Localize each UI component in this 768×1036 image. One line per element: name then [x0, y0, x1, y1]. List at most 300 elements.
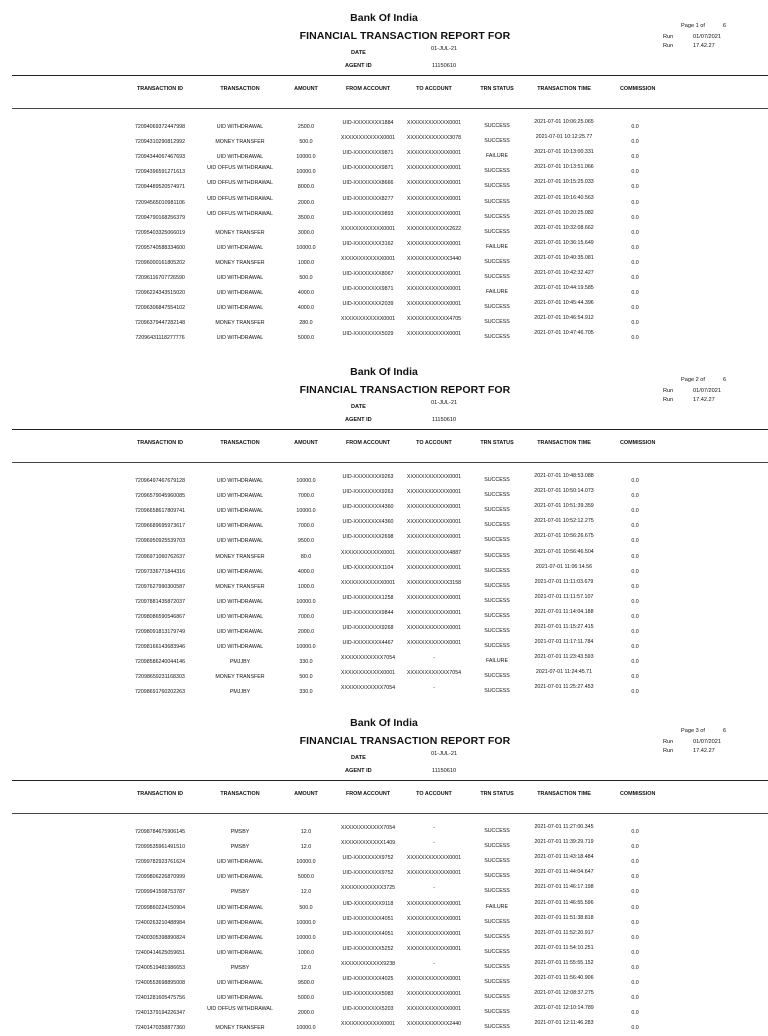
from-account: UID-XXXXXXXX4467 — [342, 640, 394, 647]
to-account: XXXXXXXXXXXX0001 — [406, 534, 462, 541]
commission: 0.0 — [631, 889, 639, 896]
transaction-type: MONEY TRANSFER — [215, 583, 265, 590]
to-account: XXXXXXXXXXXX0001 — [406, 271, 462, 277]
from-account: UID-XXXXXXXX4051 — [342, 930, 394, 937]
amount: 9500.0 — [297, 980, 315, 986]
page-text: Page 2 of — [681, 377, 705, 383]
transaction-type: UID WITHDRAWAL — [216, 305, 264, 312]
from-account: UID-XXXXXXXX4360 — [342, 504, 394, 511]
trn-status: SUCCESS — [484, 537, 510, 544]
to-account: XXXXXXXXXXXX0001 — [406, 900, 462, 907]
from-account: UID-XXXXXXXX9893 — [342, 210, 394, 217]
trn-status: SUCCESS — [484, 643, 510, 650]
transaction-time: 2021-07-01 11:23:43.593 — [534, 654, 594, 661]
page-total: 6 — [723, 23, 727, 29]
commission: 0.0 — [631, 244, 639, 251]
amount: 10000.0 — [296, 919, 316, 926]
amount: 12.0 — [300, 889, 312, 896]
header-trn-status: TRN STATUS — [480, 791, 514, 797]
amount: 7000.0 — [297, 493, 315, 500]
amount: 280.0 — [299, 320, 313, 327]
header-transaction-id: TRANSACTION ID — [136, 791, 184, 797]
transaction-time: 2021-07-01 11:39:29.719 — [534, 839, 594, 846]
trn-status: SUCCESS — [484, 948, 510, 955]
transaction-id: 72094344067467693 — [134, 154, 186, 161]
transaction-type: PMJJBY — [229, 659, 251, 666]
header-transaction: TRANSACTION — [220, 791, 260, 797]
commission: 0.0 — [631, 874, 639, 881]
table-row — [0, 825, 768, 840]
commission: 0.0 — [631, 275, 639, 281]
transaction-type: UID WITHDRAWAL — [216, 874, 264, 881]
from-account: XXXXXXXXXXXX0001 — [340, 549, 396, 556]
commission: 0.0 — [631, 919, 639, 926]
commission: 0.0 — [631, 553, 639, 560]
column-header-divider — [12, 462, 768, 463]
transaction-type: UID WITHDRAWAL — [216, 934, 264, 941]
header-commission: COMMISSION — [620, 86, 656, 92]
transaction-time: 2021-07-01 10:46:54.912 — [534, 315, 594, 322]
transaction-type: UID OFFUS WITHDRAWAL — [207, 1006, 273, 1013]
agent-id-label: AGENT ID — [345, 417, 372, 423]
transaction-time: 2021-07-01 10:12:25.77 — [535, 134, 593, 141]
page-indicator — [681, 23, 727, 29]
transaction-time: 2021-07-01 11:46:55.596 — [534, 899, 594, 906]
to-account: - — [433, 885, 435, 892]
commission: 0.0 — [631, 184, 639, 191]
header-from-account: FROM ACCOUNT — [345, 86, 391, 92]
run-label: Run — [663, 43, 674, 49]
table-row — [0, 901, 768, 916]
amount: 4000.0 — [297, 568, 315, 575]
commission: 0.0 — [631, 934, 639, 941]
transaction-id: 72096306847554102 — [134, 305, 186, 312]
transaction-type: PMSBY — [230, 829, 250, 835]
transaction-type: PMSBY — [230, 964, 250, 971]
table-row — [0, 870, 768, 885]
amount: 1000.0 — [297, 949, 315, 956]
commission: 0.0 — [631, 214, 639, 221]
trn-status: SUCCESS — [484, 168, 510, 175]
table-row — [0, 165, 768, 180]
to-account: XXXXXXXXXXXX0001 — [406, 301, 462, 308]
amount: 10000.0 — [296, 154, 316, 161]
table-row — [0, 565, 768, 580]
amount: 12.0 — [300, 964, 312, 971]
from-account: UID-XXXXXXXX9844 — [342, 609, 394, 616]
to-account: XXXXXXXXXXXX0001 — [406, 870, 462, 877]
to-account: XXXXXXXXXXXX0001 — [406, 240, 462, 247]
amount: 10000.0 — [296, 859, 316, 866]
run-time: 17.42.27 — [693, 43, 715, 49]
transaction-type: UID WITHDRAWAL — [216, 859, 264, 866]
table-row — [0, 271, 768, 286]
trn-status: SUCCESS — [484, 304, 510, 311]
trn-status: SUCCESS — [484, 858, 510, 865]
transaction-time: 2021-07-01 11:17:11.784 — [534, 639, 594, 646]
transaction-id: 72401470358877360 — [134, 1025, 186, 1032]
transaction-id: 72400414625059651 — [134, 949, 186, 956]
to-account: XXXXXXXXXXXX3078 — [406, 135, 462, 142]
from-account: UID-XXXXXXXX9752 — [342, 870, 394, 877]
commission: 0.0 — [631, 154, 639, 161]
amount: 330.0 — [299, 659, 313, 666]
amount: 7000.0 — [297, 523, 315, 530]
to-account: XXXXXXXXXXXX0001 — [406, 180, 462, 187]
transaction-type: UID WITHDRAWAL — [216, 124, 264, 130]
header-amount: AMOUNT — [294, 440, 318, 446]
to-account: XXXXXXXXXXXX0001 — [406, 915, 462, 922]
transaction-time: 2021-07-01 10:44:19.585 — [534, 285, 594, 292]
table-row — [0, 931, 768, 946]
trn-status: SUCCESS — [484, 828, 510, 834]
transaction-time: 2021-07-01 10:48:53.088 — [534, 473, 594, 479]
transaction-id: 72400305398890824 — [134, 934, 186, 941]
trn-status: SUCCESS — [484, 597, 510, 604]
from-account: UID-XXXXXXXX9268 — [342, 625, 394, 631]
to-account: XXXXXXXXXXXX0001 — [406, 564, 462, 571]
run-date: 01/07/2021 — [693, 739, 721, 745]
report-title: FINANCIAL TRANSACTION REPORT FOR — [299, 30, 511, 42]
transaction-id: 72400263210488984 — [134, 919, 186, 926]
to-account: XXXXXXXXXXXX0001 — [406, 945, 462, 952]
trn-status: SUCCESS — [484, 1024, 510, 1031]
header-trn-status: TRN STATUS — [480, 440, 514, 446]
transaction-type: UID OFFUS WITHDRAWAL — [207, 165, 273, 172]
transaction-id: 72097881435872037 — [134, 598, 186, 605]
date-label: DATE — [351, 755, 366, 761]
agent-id-value: 11150610 — [432, 768, 457, 774]
commission: 0.0 — [631, 980, 639, 986]
transaction-id: 72096689695973617 — [134, 523, 186, 530]
trn-status: SUCCESS — [484, 492, 510, 499]
from-account: UID-XXXXXXXX9118 — [342, 900, 394, 907]
transaction-type: MONEY TRANSFER — [215, 1025, 265, 1032]
run-label: Run — [663, 397, 674, 403]
commission: 0.0 — [631, 199, 639, 206]
to-account: XXXXXXXXXXXX0001 — [406, 625, 462, 631]
trn-status: SUCCESS — [484, 258, 510, 265]
transaction-type: MONEY TRANSFER — [215, 229, 265, 236]
transaction-time: 2021-07-01 11:44:04.647 — [534, 869, 594, 876]
transaction-id: 72096971060762637 — [134, 553, 186, 560]
header-to-account: TO ACCOUNT — [416, 86, 452, 92]
amount: 500.0 — [299, 674, 313, 681]
from-account: UID-XXXXXXXX1104 — [342, 564, 394, 571]
from-account: UID-XXXXXXXX9752 — [342, 855, 394, 862]
table-row — [0, 286, 768, 301]
transaction-time: 2021-07-01 11:11:03.679 — [534, 578, 594, 585]
to-account: XXXXXXXXXXXX0001 — [406, 855, 462, 862]
transaction-type: UID WITHDRAWAL — [216, 629, 264, 635]
to-account: XXXXXXXXXXXX0001 — [406, 195, 462, 202]
commission: 0.0 — [631, 229, 639, 236]
commission: 0.0 — [631, 493, 639, 500]
transaction-time: 2021-07-01 11:54:10.251 — [534, 944, 594, 951]
table-row — [0, 991, 768, 1006]
table-row — [0, 685, 768, 700]
amount: 5000.0 — [297, 335, 315, 342]
commission: 0.0 — [631, 598, 639, 605]
header-transaction-id: TRANSACTION ID — [136, 440, 184, 446]
transaction-type: UID WITHDRAWAL — [216, 478, 264, 484]
amount: 500.0 — [299, 275, 313, 281]
table-row — [0, 504, 768, 519]
amount: 12.0 — [300, 844, 312, 851]
amount: 3000.0 — [297, 229, 315, 236]
trn-status: SUCCESS — [484, 888, 510, 895]
table-row — [0, 474, 768, 489]
page-indicator — [681, 377, 727, 383]
commission: 0.0 — [631, 568, 639, 575]
trn-status: SUCCESS — [484, 198, 510, 205]
transaction-id: 72099782923761624 — [134, 859, 186, 866]
table-row — [0, 670, 768, 685]
transaction-id: 72096116707726590 — [135, 275, 185, 281]
transaction-time: 2021-07-01 10:13:00.331 — [534, 149, 594, 156]
header-to-account: TO ACCOUNT — [416, 440, 452, 446]
amount: 7000.0 — [297, 613, 315, 620]
report-title: FINANCIAL TRANSACTION REPORT FOR — [299, 384, 511, 396]
to-account: XXXXXXXXXXXX2622 — [406, 225, 462, 232]
transaction-id: 72400519481986653 — [134, 964, 186, 971]
transaction-time: 2021-07-01 10:56:46.504 — [534, 548, 594, 555]
from-account: UID-XXXXXXXX8067 — [342, 271, 394, 277]
amount: 5000.0 — [297, 995, 315, 1002]
date-value: 01-JUL-21 — [431, 46, 458, 52]
from-account: XXXXXXXXXXXX0001 — [340, 1021, 396, 1028]
table-row — [0, 331, 768, 346]
amount: 10000.0 — [296, 934, 316, 941]
commission: 0.0 — [631, 859, 639, 866]
transaction-id: 72096224343515020 — [134, 290, 186, 297]
run-date: 01/07/2021 — [693, 34, 721, 40]
trn-status: SUCCESS — [484, 213, 510, 220]
transaction-type: MONEY TRANSFER — [215, 139, 265, 146]
agent-id-value: 11150610 — [432, 63, 457, 69]
transaction-time: 2021-07-01 11:43:18.484 — [534, 854, 594, 861]
to-account: XXXXXXXXXXXX3158 — [406, 579, 462, 586]
transaction-type: UID WITHDRAWAL — [216, 275, 264, 281]
table-row — [0, 519, 768, 534]
transaction-type: UID WITHDRAWAL — [216, 508, 264, 515]
from-account: XXXXXXXXXXXX7054 — [340, 825, 396, 831]
amount: 5000.0 — [297, 874, 315, 881]
transaction-time: 2021-07-01 11:55:55.152 — [534, 959, 594, 966]
bank-name: Bank Of India — [350, 717, 418, 729]
transaction-id: 72096379447282148 — [134, 320, 186, 327]
transaction-time: 2021-07-01 10:13:51.066 — [534, 164, 594, 171]
table-row — [0, 855, 768, 870]
transaction-type: MONEY TRANSFER — [215, 553, 265, 560]
transaction-type: UID WITHDRAWAL — [216, 644, 264, 651]
transaction-id: 72094069372447998 — [134, 124, 186, 130]
amount: 10000.0 — [296, 478, 316, 484]
column-header-divider — [12, 108, 768, 109]
transaction-type: UID OFFUS WITHDRAWAL — [207, 210, 273, 217]
transaction-type: UID WITHDRAWAL — [216, 493, 264, 500]
to-account: XXXXXXXXXXXX0001 — [406, 930, 462, 937]
from-account: UID-XXXXXXXX4360 — [342, 519, 394, 526]
agent-id-label: AGENT ID — [345, 768, 372, 774]
transaction-id: 72095403325066019 — [134, 229, 186, 236]
from-account: UID-XXXXXXXX5252 — [342, 945, 394, 952]
date-value: 01-JUL-21 — [431, 400, 458, 406]
from-account: UID-XXXXXXXX8277 — [342, 195, 394, 202]
amount: 1000.0 — [297, 583, 315, 590]
transaction-time: 2021-07-01 11:52:20.917 — [534, 929, 594, 936]
table-row — [0, 610, 768, 625]
amount: 10000.0 — [296, 244, 316, 251]
trn-status: SUCCESS — [484, 628, 510, 634]
trn-status: FAILURE — [485, 903, 509, 910]
from-account: UID-XXXXXXXX4025 — [342, 976, 394, 982]
amount: 2500.0 — [297, 124, 315, 130]
from-account: UID-XXXXXXXX5203 — [342, 1006, 394, 1013]
header-divider — [12, 429, 768, 430]
amount: 8000.0 — [297, 184, 315, 191]
transaction-id: 72095740588334600 — [134, 244, 186, 251]
from-account: UID-XXXXXXXX2039 — [342, 301, 394, 308]
to-account: XXXXXXXXXXXX0001 — [406, 519, 462, 526]
commission: 0.0 — [631, 644, 639, 651]
transaction-time: 2021-07-01 11:46:17.198 — [534, 884, 594, 891]
to-account: XXXXXXXXXXXX0001 — [406, 150, 462, 157]
table-row — [0, 1006, 768, 1021]
table-row — [0, 550, 768, 565]
trn-status: FAILURE — [485, 289, 509, 296]
commission: 0.0 — [631, 659, 639, 666]
to-account: XXXXXXXXXXXX2440 — [406, 1021, 462, 1028]
run-label: Run — [663, 388, 674, 394]
transaction-time: 2021-07-01 12:11:46.283 — [534, 1020, 594, 1027]
commission: 0.0 — [631, 583, 639, 590]
trn-status: SUCCESS — [484, 933, 510, 940]
amount: 500.0 — [299, 139, 313, 146]
amount: 10000.0 — [296, 169, 316, 176]
transaction-type: MONEY TRANSFER — [215, 259, 265, 266]
from-account: UID-XXXXXXXX5029 — [342, 331, 394, 338]
transaction-type: PMSBY — [230, 889, 250, 896]
to-account: XXXXXXXXXXXX0001 — [406, 120, 462, 126]
transaction-id: 72096579045960085 — [134, 493, 186, 500]
table-row — [0, 301, 768, 316]
trn-status: SUCCESS — [484, 123, 510, 129]
from-account: UID-XXXXXXXX9871 — [342, 150, 394, 157]
page-text: Page 3 of — [681, 728, 705, 734]
transaction-id: 72097627990300587 — [134, 583, 186, 590]
commission: 0.0 — [631, 904, 639, 911]
run-time: 17.42.27 — [693, 397, 715, 403]
to-account: - — [433, 655, 435, 662]
trn-status: SUCCESS — [484, 612, 510, 619]
header-commission: COMMISSION — [620, 440, 656, 446]
transaction-id: 72096658617809741 — [134, 508, 186, 515]
trn-status: SUCCESS — [484, 963, 510, 970]
to-account: XXXXXXXXXXXX0001 — [406, 640, 462, 647]
agent-id-label: AGENT ID — [345, 63, 372, 69]
from-account: UID-XXXXXXXX1884 — [342, 120, 394, 126]
header-trn-status: TRN STATUS — [480, 86, 514, 92]
table-row — [0, 976, 768, 991]
commission: 0.0 — [631, 259, 639, 266]
transaction-time: 2021-07-01 10:42:32.427 — [534, 270, 594, 276]
table-row — [0, 595, 768, 610]
table-row — [0, 180, 768, 195]
amount: 1000.0 — [297, 259, 315, 266]
bank-name: Bank Of India — [350, 12, 418, 24]
amount: 330.0 — [299, 689, 313, 696]
from-account: UID-XXXXXXXX9871 — [342, 286, 394, 293]
transaction-id: 72098086590546867 — [134, 613, 186, 620]
trn-status: SUCCESS — [484, 688, 510, 695]
transaction-time: 2021-07-01 11:25:27.453 — [534, 684, 594, 691]
transaction-time: 2021-07-01 10:06:25.065 — [534, 119, 594, 125]
to-account: XXXXXXXXXXXX0001 — [406, 504, 462, 511]
transaction-type: UID WITHDRAWAL — [216, 949, 264, 956]
trn-status: SUCCESS — [484, 477, 510, 483]
transaction-time: 2021-07-01 10:45:44.396 — [534, 300, 594, 307]
from-account: XXXXXXXXXXXX0001 — [340, 255, 396, 262]
to-account: XXXXXXXXXXXX7054 — [406, 670, 462, 677]
amount: 10000.0 — [296, 508, 316, 515]
from-account: XXXXXXXXXXXX0001 — [340, 225, 396, 232]
transaction-type: UID WITHDRAWAL — [216, 980, 264, 986]
transaction-time: 2021-07-01 11:51:38.818 — [534, 914, 594, 921]
header-divider — [12, 75, 768, 76]
to-account: XXXXXXXXXXXX0001 — [406, 594, 462, 601]
date-value: 01-JUL-21 — [431, 751, 458, 757]
table-row — [0, 840, 768, 855]
transaction-id: 72098691760202263 — [134, 689, 186, 696]
commission: 0.0 — [631, 674, 639, 681]
transaction-type: UID WITHDRAWAL — [216, 523, 264, 530]
table-row — [0, 625, 768, 640]
transaction-time: 2021-07-01 10:32:08.662 — [534, 224, 594, 231]
transaction-type: UID WITHDRAWAL — [216, 538, 264, 545]
trn-status: FAILURE — [485, 153, 509, 160]
table-row — [0, 489, 768, 504]
table-row — [0, 655, 768, 670]
from-account: XXXXXXXXXXXX7054 — [340, 655, 396, 662]
from-account: UID-XXXXXXXX9263 — [342, 489, 394, 496]
from-account: XXXXXXXXXXXX0001 — [340, 670, 396, 677]
commission: 0.0 — [631, 844, 639, 851]
to-account: XXXXXXXXXXXX0001 — [406, 210, 462, 217]
transaction-time: 2021-07-01 10:52:12.275 — [534, 518, 594, 525]
transaction-time: 2021-07-01 11:06:14.56 — [535, 563, 593, 570]
table-row — [0, 196, 768, 211]
from-account: UID-XXXXXXXX4051 — [342, 915, 394, 922]
page-total: 6 — [723, 728, 727, 734]
trn-status: SUCCESS — [484, 507, 510, 514]
from-account: XXXXXXXXXXXX9238 — [340, 960, 396, 967]
amount: 80.0 — [300, 553, 312, 560]
table-row — [0, 135, 768, 150]
trn-status: SUCCESS — [484, 918, 510, 925]
header-transaction-time: TRANSACTION TIME — [537, 791, 591, 797]
to-account: - — [433, 960, 435, 967]
transaction-time: 2021-07-01 11:15:27.415 — [534, 624, 594, 630]
amount: 10000.0 — [296, 598, 316, 605]
transaction-type: UID WITHDRAWAL — [216, 919, 264, 926]
from-account: XXXXXXXXXXXX3725 — [340, 885, 396, 892]
transaction-time: 2021-07-01 10:50:14.073 — [534, 488, 594, 495]
commission: 0.0 — [631, 508, 639, 515]
trn-status: SUCCESS — [484, 843, 510, 850]
transaction-type: UID WITHDRAWAL — [216, 904, 264, 911]
transaction-id: 72094565010981106 — [135, 199, 185, 206]
